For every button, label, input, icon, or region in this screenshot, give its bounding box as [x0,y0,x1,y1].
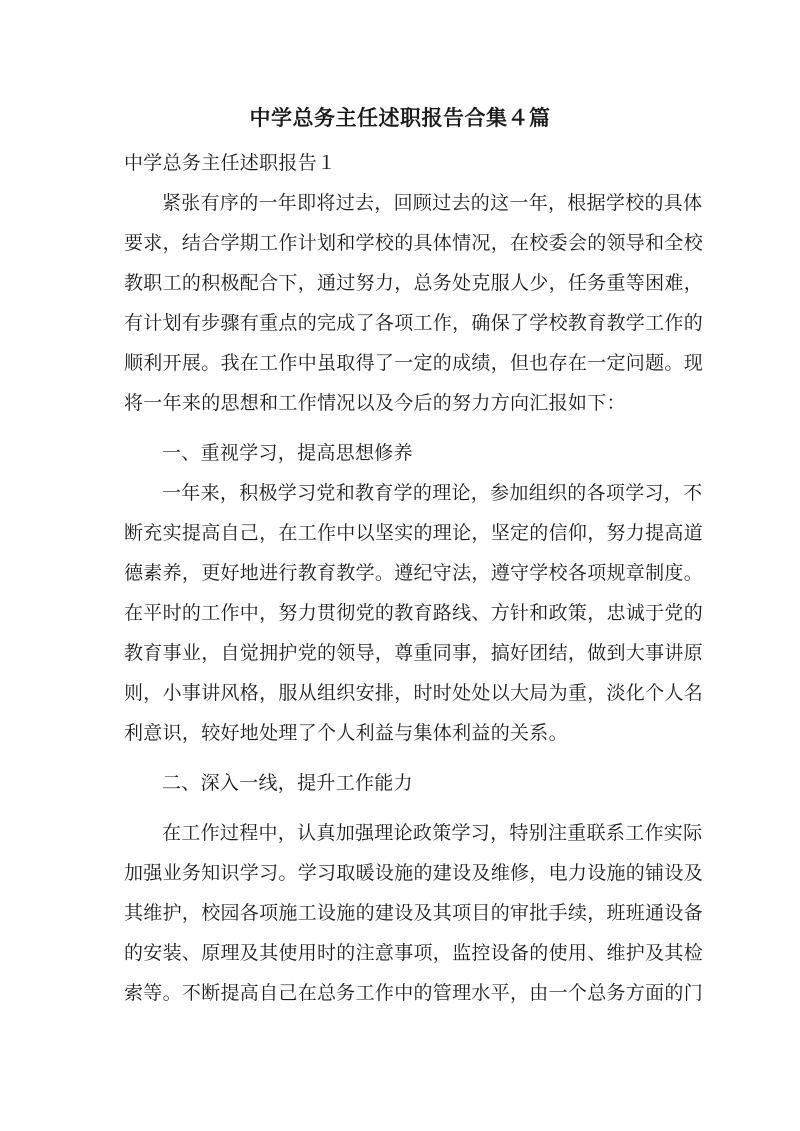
paragraph-line: 教职工的积极配合下，通过努力，总务处克服人少，任务重等困难， [124,272,704,294]
paragraph-line: 则，小事讲风格，服从组织安排，时时处处以大局为重，淡化个人名 [124,682,704,704]
paragraph-line: 的安装、原理及其使用时的注意事项，监控设备的使用、维护及其检 [124,942,704,964]
paragraph-line: 在工作过程中，认真加强理论政策学习，特别注重联系工作实际 [162,822,703,844]
paragraph-line: 德素养，更好地进行教育教学。遵纪守法，遵守学校各项规章制度。 [124,562,704,584]
paragraph-line: 一年来，积极学习党和教育学的理论，参加组织的各项学习，不 [162,482,703,504]
paragraph-line: 加强业务知识学习。学习取暖设施的建设及维修，电力设施的铺设及 [124,862,704,884]
section-heading: 一、重视学习，提高思想修养 [162,442,413,464]
paragraph-line: 利意识，较好地处理了个人利益与集体利益的关系。 [124,722,568,744]
paragraph-line: 在平时的工作中，努力贯彻党的教育路线、方针和政策，忠诚于党的 [124,602,704,624]
paragraph-line: 教育事业，自觉拥护党的领导，尊重同事，搞好团结，做到大事讲原 [124,642,704,664]
paragraph-line: 要求，结合学期工作计划和学校的具体情况，在校委会的领导和全校 [124,232,704,254]
paragraph-line: 其维护，校园各项施工设施的建设及其项目的审批手续，班班通设备 [124,902,704,924]
document-title: 中学总务主任述职报告合集４篇 [249,105,551,130]
paragraph-line: 将一年来的思想和工作情况以及今后的努力方向汇报如下： [124,392,626,414]
paragraph-line: 索等。不断提高自己在总务工作中的管理水平，由一个总务方面的门 [124,982,704,1004]
section-heading: 二、深入一线，提升工作能力 [162,772,413,794]
paragraph-line: 紧张有序的一年即将过去，回顾过去的这一年，根据学校的具体 [162,192,703,214]
paragraph-line: 断充实提高自己，在工作中以坚实的理论，坚定的信仰，努力提高道 [124,522,704,544]
paragraph-line: 顺利开展。我在工作中虽取得了一定的成绩，但也存在一定问题。现 [124,352,704,374]
paragraph-line: 有计划有步骤有重点的完成了各项工作，确保了学校教育教学工作的 [124,312,704,334]
report-subtitle: 中学总务主任述职报告１ [124,152,337,174]
